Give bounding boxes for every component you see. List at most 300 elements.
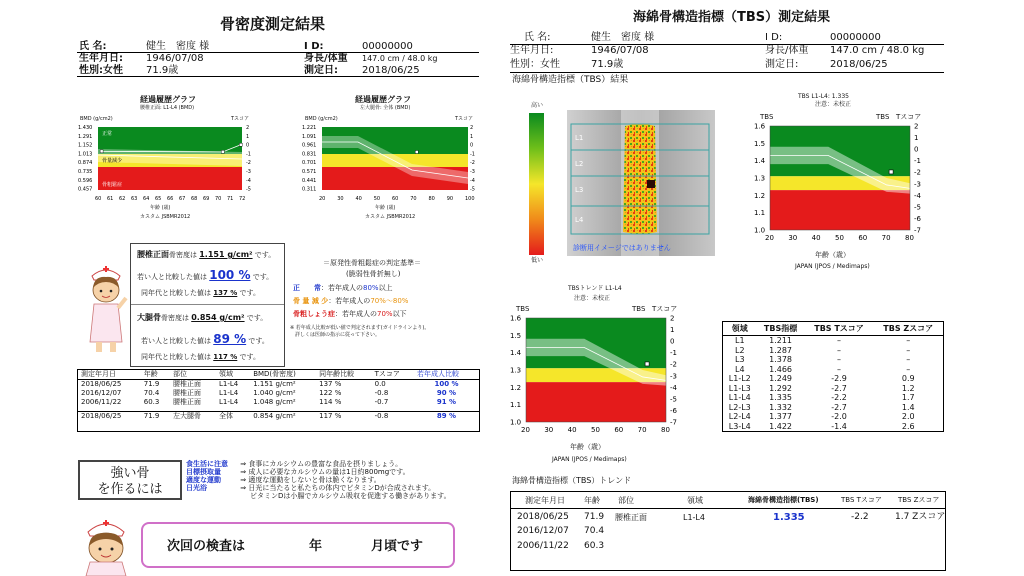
zone-label-normal: 正常	[102, 131, 113, 137]
table-row	[78, 411, 479, 421]
item-label: 目標摂取量	[186, 468, 221, 476]
chart1-tbs-label: TBS	[760, 113, 774, 121]
y-tick-label: 0.571	[302, 169, 317, 175]
nurse-illustration	[84, 262, 128, 354]
text-fragment: ：若年成人の	[335, 310, 377, 318]
t-tick-label: -5	[670, 395, 677, 404]
col-header: 領域	[723, 322, 757, 336]
cell: 腰椎正面	[615, 513, 647, 522]
y-tick-label: 1.4	[754, 157, 766, 166]
cell: 137 %	[319, 380, 342, 388]
x-tick-label: 62	[119, 196, 126, 202]
trend-table	[510, 491, 946, 571]
cell: L3	[735, 355, 745, 364]
col-header: Tスコア	[374, 370, 400, 378]
femur-title: 大腿骨	[137, 313, 161, 322]
cell: 1.040 g/cm²	[253, 389, 296, 397]
data-point	[221, 150, 224, 153]
cell: 1.7	[901, 393, 915, 402]
y-tick-label: 1.3	[510, 366, 522, 375]
t-tick-label: 2	[470, 125, 474, 131]
list-item	[186, 468, 451, 476]
date-label: 測定日:	[765, 59, 799, 70]
cell: 2018/06/25	[81, 411, 122, 420]
tbs-region-table	[722, 321, 944, 432]
cell: 100 %	[434, 380, 459, 388]
x-tick-label: 60	[392, 196, 399, 202]
x-tick-label: 63	[131, 196, 138, 202]
t-tick-label: -3	[914, 180, 921, 189]
femur-same-value: 117 %	[213, 353, 238, 361]
cell: L1-L2	[728, 374, 751, 383]
t-tick-label: -2	[246, 160, 251, 167]
cell: L1-L4	[219, 380, 239, 388]
t-tick-label: -1	[670, 349, 677, 358]
y-tick-label: 1.013	[78, 151, 93, 158]
text-fragment: です。	[239, 353, 260, 361]
y-tick-label: 1.3	[754, 174, 766, 183]
cell: 1.2	[901, 383, 915, 393]
patient-id: 00000000	[830, 32, 881, 43]
col-header: TBS指標	[757, 322, 805, 336]
x-tick-label: 70	[215, 196, 222, 202]
table-row	[78, 380, 479, 390]
patient-name: 健生 密度 様	[591, 32, 655, 43]
zone-label-osteo: 骨粗鬆症	[102, 182, 123, 188]
table-row	[723, 365, 944, 375]
cell: L2	[735, 345, 745, 355]
date-label: 測定日:	[304, 65, 338, 76]
cell: 60.3	[584, 541, 605, 551]
x-tick-label: 64	[143, 196, 150, 202]
result-title: 海綿骨構造指標（TBS）結果	[512, 75, 629, 85]
cell: L1-L4	[219, 389, 239, 397]
cell: 0.9	[901, 374, 915, 383]
chart1-tscore-label: Tスコア	[896, 113, 922, 121]
y-tick-label: 1.291	[78, 133, 93, 140]
x-tick-label: 61	[107, 196, 114, 202]
cell: 2.6	[901, 421, 915, 431]
col-header: 若年成人比較	[416, 370, 459, 378]
cell: 1.377	[769, 412, 793, 421]
summary-femur-same	[141, 354, 260, 361]
col-header: TBS Zスコア	[898, 496, 940, 504]
cell: 71.9	[143, 380, 160, 388]
cell: –	[906, 345, 911, 355]
y-tick-label: 0.457	[78, 186, 93, 193]
cell: -2.0	[831, 412, 847, 421]
t-tick-label: -3	[670, 372, 677, 381]
cell: 1.335	[769, 393, 793, 402]
summary-lumbar-young	[137, 269, 273, 281]
x-tick-label: 70	[637, 426, 647, 434]
x-tick-label: 40	[567, 426, 577, 434]
y-tick-label: 1.091	[302, 133, 317, 140]
cell: 2016/12/07	[517, 526, 569, 536]
chart2-title: TBSトレンド L1-L4	[568, 285, 622, 292]
y-tick-label: 0.596	[78, 177, 93, 184]
vertebra-label: L4	[575, 216, 584, 224]
table-row	[78, 398, 479, 407]
text-fragment: ⇒	[240, 476, 247, 484]
x-tick-label: 70	[881, 234, 891, 242]
chart2-note: 注意：未校正	[574, 295, 611, 302]
t-tick-label: 0	[470, 142, 474, 149]
image-caption: 診断用イメージではありません	[573, 244, 671, 252]
col-header: 測定年月日	[81, 370, 116, 378]
cell: 腰椎正面	[173, 398, 201, 406]
text-fragment: 骨 量 減 少	[293, 297, 329, 305]
y-tick-label: 1.0	[754, 226, 766, 235]
t-tick-label: 1	[470, 133, 474, 140]
x-tick-label: 50	[373, 196, 381, 202]
t-tick-label: -1	[470, 151, 475, 158]
patient-dob: 1946/07/08	[146, 53, 204, 64]
cell: 122 %	[319, 389, 342, 397]
id-label: I D:	[765, 32, 783, 43]
table-row	[723, 346, 944, 356]
summary-box	[130, 243, 285, 367]
text-fragment: です。	[246, 314, 268, 322]
divider	[511, 508, 945, 509]
t-tick-label: 2	[914, 122, 919, 131]
summary-lumbar-same	[141, 290, 260, 297]
cell: -2.7	[831, 383, 847, 393]
tbs-chart-trend	[508, 314, 688, 440]
t-tick-label: -1	[914, 157, 921, 166]
cell: 70.4	[143, 389, 160, 397]
lumbar-same-value: 137 %	[213, 289, 238, 297]
graph1-yunit: BMD (g/cm2)	[80, 116, 113, 122]
item-label: 適度な運動	[186, 476, 221, 484]
cell: L2-L4	[728, 412, 751, 421]
criteria-low	[293, 298, 408, 305]
text-fragment: 70%〜80%	[370, 297, 409, 305]
cell: L1-L4	[219, 398, 239, 406]
table-row	[723, 403, 944, 413]
t-tick-label: -4	[914, 191, 921, 200]
advice-box	[78, 460, 182, 500]
spine-tbs-image	[567, 110, 715, 256]
text-fragment: 若い人と比較した値は	[137, 273, 207, 281]
t-tick-label: 1	[670, 326, 675, 335]
t-tick-label: 2	[670, 314, 675, 323]
cell: 2018/06/25	[81, 380, 122, 388]
list-item	[186, 460, 451, 468]
table-row	[723, 355, 944, 365]
patient-age: 71.9歳	[591, 59, 624, 70]
femur-young-value: 89 %	[213, 332, 247, 346]
col-header: TBS Tスコア	[805, 322, 874, 336]
cell: 2006/11/22	[81, 398, 122, 406]
cell: 91 %	[436, 398, 457, 406]
x-tick-label: 20	[765, 234, 774, 242]
graph1-tlabel: Tスコア	[231, 116, 250, 122]
graph2-svg	[302, 124, 480, 204]
data-point	[239, 143, 242, 146]
sex-label: 性別:女性	[79, 65, 123, 76]
id-label: I D:	[304, 41, 324, 52]
summary-lumbar-line	[137, 251, 275, 259]
next-exam-month: 月頃です	[371, 539, 424, 554]
table-row	[723, 384, 944, 394]
chart1-tbs-label2: TBS	[876, 113, 890, 121]
x-tick-label: 20	[521, 426, 530, 434]
chart2-source: JAPAN (JPOS / Medimaps)	[552, 456, 627, 463]
t-tick-label: 1	[914, 134, 919, 143]
cell: 117 %	[319, 411, 342, 420]
cell: -2.9	[831, 374, 847, 383]
y-tick-label: 1.6	[754, 122, 766, 131]
cell: –	[906, 336, 911, 345]
lumbar-young-value: 100 %	[209, 268, 251, 282]
y-tick-label: 1.4	[510, 349, 522, 358]
femur-bmd-value: 0.854 g/cm²	[191, 313, 245, 322]
x-tick-label: 30	[788, 234, 798, 242]
graph2-yunit: BMD (g/cm2)	[305, 116, 338, 122]
divider	[77, 76, 479, 77]
cell: 全体	[219, 411, 234, 420]
cell: 1.211	[769, 336, 793, 345]
cell: -1.4	[831, 421, 847, 431]
data-point	[415, 151, 418, 154]
hw-label: 身長/体重	[765, 45, 809, 56]
table-row	[723, 393, 944, 403]
text-fragment: 正 常	[293, 284, 321, 292]
x-tick-label: 60	[614, 426, 624, 434]
x-tick-label: 40	[355, 196, 362, 202]
cell: -2.2	[851, 512, 869, 522]
cell: 71.9	[584, 512, 605, 522]
chart1-xlabel: 年齢（歳）	[815, 251, 850, 259]
cell: L1	[735, 336, 745, 345]
cell: 0.854 g/cm²	[253, 411, 296, 420]
text-fragment: 成人に必要なカルシウムの量は1日約800mgです。	[248, 468, 410, 476]
cell: 1.422	[769, 421, 793, 431]
cell: –	[837, 364, 842, 374]
cell: -0.8	[374, 389, 389, 397]
x-tick-label: 66	[167, 196, 174, 202]
text-fragment: 同年代と比較した値は	[141, 289, 211, 297]
cell: 0.0	[374, 380, 386, 388]
patient-name: 健生 密度 様	[146, 41, 210, 52]
y-tick-label: 1.2	[510, 383, 522, 392]
t-tick-label: -4	[246, 177, 251, 184]
list-item	[186, 484, 451, 492]
next-exam-box	[141, 522, 455, 568]
patient-hw: 147.0 cm / 48.0 kg	[362, 54, 438, 63]
criteria-note1: ※ 若年成人比較が低い値で判定されます(ガイドラインより)。	[290, 325, 430, 331]
name-label: 氏 名:	[79, 41, 107, 52]
y-tick-label: 0.441	[302, 177, 317, 184]
cell: -0.8	[374, 411, 389, 420]
text-fragment: ビタミンDは小腸でカルシウム吸収を促進する働きがあります。	[250, 492, 451, 500]
col-header: TBS Tスコア	[841, 496, 882, 504]
x-tick-label: 67	[179, 196, 186, 202]
text-fragment: 若い人と比較した値は	[141, 337, 211, 345]
t-tick-label: -2	[670, 360, 677, 369]
graph1-footnote: カスタム JSBMR2012	[140, 214, 191, 220]
graph2-tlabel: Tスコア	[455, 116, 474, 122]
t-tick-label: 1	[246, 133, 250, 140]
text-fragment: 食事にカルシウムの豊富な食品を摂りましょう。	[248, 460, 403, 468]
cell: 1.287	[769, 345, 793, 355]
t-tick-label: -5	[914, 203, 921, 212]
x-tick-label: 20	[319, 196, 326, 202]
col-header: 領域	[687, 496, 703, 505]
cell: 1.048 g/cm²	[253, 398, 296, 406]
graph2-xlabel: 年齢 (歳)	[375, 205, 396, 211]
text-fragment: 適度な運動をしないと骨は脆くなります。	[248, 476, 381, 484]
text-fragment: 以下	[392, 310, 407, 318]
y-tick-label: 1.152	[78, 142, 93, 149]
x-tick-label: 72	[239, 196, 246, 202]
y-tick-label: 1.430	[78, 125, 93, 131]
t-tick-label: -1	[246, 151, 251, 158]
cell: -2.7	[831, 402, 847, 412]
y-tick-label: 0.831	[302, 151, 317, 158]
cell: –	[906, 355, 911, 364]
cell: 90 %	[436, 389, 457, 397]
y-tick-label: 1.221	[302, 125, 317, 131]
text-fragment: 骨密度は	[169, 251, 197, 259]
graph1-title: 経過履歴グラフ	[140, 95, 196, 104]
table-row	[723, 374, 944, 384]
cell: 2.0	[901, 412, 915, 421]
summary-femur-young	[141, 333, 269, 345]
item-label: 食生活に注意	[186, 460, 228, 468]
x-tick-label: 65	[155, 196, 162, 202]
data-point	[100, 150, 103, 153]
cell: 71.9	[143, 411, 160, 420]
cell: L3-L4	[728, 421, 751, 431]
x-tick-label: 30	[337, 196, 344, 202]
t-tick-label: 2	[246, 125, 250, 131]
cell: 114 %	[319, 398, 342, 406]
criteria-normal	[293, 285, 393, 292]
patient-id: 00000000	[362, 41, 413, 52]
t-tick-label: -5	[246, 186, 251, 193]
next-exam-year: 年	[309, 539, 323, 554]
cell: L1-L3	[728, 383, 751, 393]
t-tick-label: -3	[246, 169, 251, 175]
cell: -0.7	[374, 398, 389, 406]
text-fragment: です。	[252, 273, 274, 281]
x-tick-label: 30	[544, 426, 554, 434]
graph2-footnote: カスタム JSBMR2012	[365, 214, 416, 220]
y-tick-label: 1.1	[754, 209, 766, 218]
col-header: 同年齢比較	[319, 370, 355, 378]
x-tick-label: 50	[591, 426, 600, 434]
dob-label: 生年月日:	[510, 45, 554, 56]
graph1-svg	[78, 124, 256, 204]
y-tick-label: 1.1	[510, 401, 522, 410]
x-tick-label: 100	[465, 196, 475, 202]
t-tick-label: -6	[670, 406, 677, 415]
item-label: 日光浴	[186, 484, 207, 492]
x-tick-label: 60	[858, 234, 868, 242]
tbs-chart-current	[752, 122, 932, 248]
cell: 2018/06/25	[517, 512, 569, 522]
zone-degraded	[770, 190, 910, 230]
cell: 腰椎正面	[173, 380, 201, 388]
cell: L4	[735, 364, 745, 374]
cell: –	[906, 364, 911, 374]
cell: -2.2	[831, 393, 847, 402]
text-fragment: 骨密度は	[161, 314, 189, 322]
advice-box-text: 強い骨 を作るには	[97, 466, 163, 497]
cell: –	[837, 345, 842, 355]
vertebra-label: L1	[575, 134, 584, 142]
left-title: 骨密度測定結果	[220, 15, 326, 33]
t-tick-label: -7	[914, 226, 921, 235]
chart2-tbs-label2: TBS	[632, 305, 646, 313]
text-fragment: ⇒	[240, 484, 247, 492]
cell: 1.292	[769, 383, 793, 393]
y-tick-label: 1.0	[510, 418, 522, 427]
history-table	[77, 369, 480, 432]
x-tick-label: 60	[95, 196, 102, 202]
graph2-subtitle: 左大腿骨: 全体 (BMD)	[360, 105, 411, 111]
cell: 1.151 g/cm²	[253, 380, 296, 388]
col-header: 年齢	[143, 370, 158, 378]
col-header: 領域	[219, 370, 234, 378]
chart1-note: 注意：未校正	[815, 101, 852, 108]
col-header: 部位	[173, 370, 187, 378]
table-row	[78, 389, 479, 398]
table-row	[723, 422, 944, 432]
t-tick-label: 0	[914, 145, 919, 154]
y-tick-label: 0.874	[78, 160, 93, 167]
divider	[131, 304, 284, 305]
x-tick-label: 40	[811, 234, 821, 242]
vertebra-label: L2	[575, 160, 584, 168]
right-title: 海綿骨構造指標（TBS）測定結果	[633, 10, 831, 25]
trend-title: 海綿骨構造指標（TBS）トレンド	[512, 476, 632, 485]
y-tick-label: 1.5	[510, 331, 522, 340]
patient-date: 2018/06/25	[830, 59, 888, 70]
x-tick-label: 70	[410, 196, 417, 202]
t-tick-label: -2	[914, 168, 921, 177]
x-tick-label: 71	[227, 196, 234, 202]
chart1-title: TBS L1-L4: 1.335	[798, 93, 849, 100]
divider	[510, 72, 944, 73]
text-fragment: 日光に当たると私たちの体内でビタミンDが合成されます。	[248, 484, 436, 492]
vertebra-label: L3	[575, 186, 584, 194]
cell: –	[837, 355, 842, 364]
chart2-tbs-label: TBS	[516, 305, 530, 313]
patient-age: 71.9歳	[146, 65, 179, 76]
cell: 2006/11/22	[517, 541, 569, 551]
t-tick-label: -6	[914, 214, 921, 223]
cell: 70.4	[584, 526, 605, 536]
cell: 1.335	[773, 512, 805, 523]
cell: 腰椎正面	[173, 389, 201, 397]
text-fragment: 同年代と比較した値は	[141, 353, 211, 361]
cell: L2-L3	[728, 402, 751, 412]
text-fragment: 70%	[377, 310, 393, 318]
cell: 2016/12/07	[81, 389, 122, 397]
name-label: 氏 名:	[524, 32, 551, 43]
data-point	[889, 170, 893, 174]
y-tick-label: 1.5	[754, 139, 766, 148]
lumbar-bmd-value: 1.151 g/cm²	[199, 250, 253, 259]
text-fragment: です。	[248, 337, 269, 345]
x-tick-label: 80	[661, 426, 670, 434]
criteria-subtitle: (脆弱性骨折無し)	[346, 270, 401, 278]
t-tick-label: -3	[470, 169, 475, 175]
y-tick-label: 0.701	[302, 160, 317, 167]
